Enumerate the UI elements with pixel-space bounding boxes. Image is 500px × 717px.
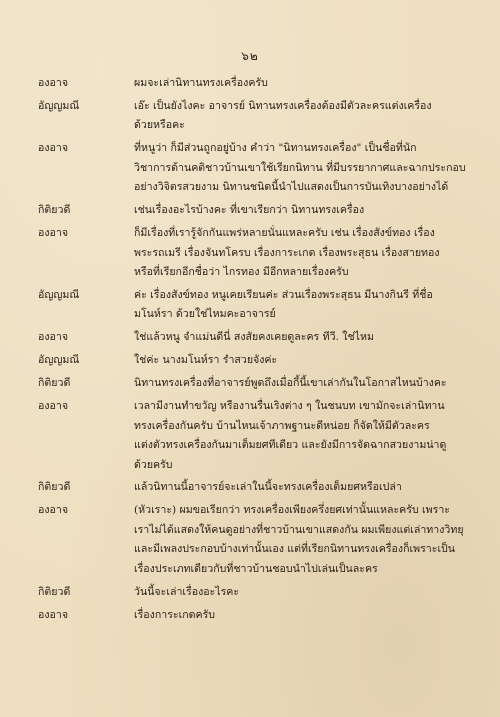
dialogue-row — [30, 478, 478, 498]
speaker-name: อัญญมณี — [38, 354, 80, 367]
dialogue-row — [30, 606, 478, 626]
dialogue-text: วันนี้จะเล่าเรื่องอะไรคะ — [134, 585, 240, 598]
page-number: ๖๒ — [241, 49, 259, 63]
dialogue-row — [30, 374, 478, 394]
speaker-name: องอาจ — [38, 504, 69, 517]
speaker-name: กิติยวดี — [38, 585, 71, 598]
speaker-name: องอาจ — [38, 331, 69, 344]
speaker-name: อัญญมณี — [38, 288, 80, 301]
speaker-name: กิติยวดี — [38, 377, 71, 390]
dialogue-list — [30, 74, 478, 625]
dialogue-row — [30, 224, 478, 283]
dialogue-text: ก็มีเรื่องที่เรารู้จักกันแพร่หลายนั่นแหละครับ เช่น เรื่องสังข์ทอง เรื่อง พระรถเมรี เรื่องจันทโครบ เรื่องการะเกด เรื่องพระสุธน เรื่องสายทอง หรือที่เรียกอีกชื่อว่า ไกรทอง มีอีกหลายเรื่องครับ — [134, 227, 440, 279]
dialogue-text: (หัวเราะ) ผมขอเรียกว่า ทรงเครื่องเพียงครึ่งยศเท่านั้นแหละครับ เพราะ เราไม่ได้แสดงให้คนดูอย่างที่ชาวบ้านเขาแสดงกัน ผมเพียงแต่เล่าทางวิทยุ และมีเพลงประกอบบ้างเท่านั้นเอง แต่ที่เรียกนิทานทรงเครื่องก็เพราะเป็น เรื่องประเภทเดียวกับที่ชาวบ้านชอบนำไปเล่นเป็นละคร — [134, 504, 464, 575]
speaker-name: กิติยวดี — [38, 481, 71, 494]
speaker-name: องอาจ — [38, 400, 69, 413]
speaker-name: องอาจ — [38, 77, 69, 89]
dialogue-text: ค่ะ เรื่องสังข์ทอง หนูเคยเรียนค่ะ ส่วนเรื่องพระสุธน มีนางกินรี ที่ชื่อ มโนห์รา ด้วยใช่ไหมคะอาจารย์ — [134, 288, 433, 321]
dialogue-text: เอ๊ะ เป็นยังไงคะ อาจารย์ นิทานทรงเครื่องต้องมีตัวละครแต่งเครื่อง ด้วยหรือคะ — [134, 99, 432, 132]
dialogue-row — [30, 97, 478, 136]
dialogue-row — [30, 139, 478, 198]
dialogue-text: ที่หนูว่า ก็มีส่วนถูกอยู่บ้าง คำว่า "นิทานทรงเครื่อง" เป็นชื่อที่นัก วิชาการด้านคติชาวบ้านเขาใช้เรียกนิทาน ที่มีบรรยากาศและฉากประกอบ อย่างวิจิตรสวยงาม นิทานชนิดนี้นำไปแสดงเป็นการบันเทิงบางอย่างได้ — [134, 142, 466, 194]
dialogue-row — [30, 328, 478, 348]
dialogue-text: ผมจะเล่านิทานทรงเครื่องครับ — [134, 77, 268, 89]
dialogue-row — [30, 501, 478, 579]
dialogue-text: เรื่องการะเกดครับ — [134, 608, 216, 621]
dialogue-text: แล้วนิทานนี้อาจารย์จะเล่าในนี้จะทรงเครื่องเต็มยศหรือเปล่า — [134, 481, 402, 494]
speaker-name: องอาจ — [38, 608, 69, 621]
dialogue-row — [30, 201, 478, 221]
dialogue-row — [30, 583, 478, 603]
dialogue-text: ใช่แล้วหนู จำแม่นดีนี่ สงสัยคงเคยดูละคร ทีวี. ใช่ไหม — [134, 331, 374, 344]
dialogue-text: นิทานทรงเครื่องที่อาจารย์พูดถึงเมื่อกี้นี้เขาเล่ากันในโอกาสไหนบ้างคะ — [134, 377, 447, 390]
speaker-name: อัญญมณี — [38, 99, 80, 112]
dialogue-text: เช่นเรื่องอะไรบ้างคะ ที่เขาเรียกว่า นิทานทรงเครื่อง — [134, 204, 365, 217]
dialogue-row — [30, 397, 478, 475]
speaker-name: องอาจ — [38, 227, 69, 240]
dialogue-text: เวลามีงานทำขวัญ หรืองานรื่นเริงต่าง ๆ ในชนบท เขามักจะเล่านิทาน ทรงเครื่องกันครับ บ้านไหนเจ้าภาพฐานะดีหน่อย ก็จัดให้มีตัวละคร แต่งตัวทรงเครื่องกันมาเต็มยศทีเดียว และยังมีการจัดฉากสวยงามน่าดู ด้วยครับ — [134, 400, 447, 471]
dialogue-text: ใช่ค่ะ นางมโนห์รา รำสวยจังค่ะ — [134, 354, 278, 367]
dialogue-row — [30, 74, 478, 94]
dialogue-row — [30, 286, 478, 325]
dialogue-row — [30, 351, 478, 371]
speaker-name: องอาจ — [38, 142, 69, 155]
speaker-name: กิติยวดี — [38, 204, 71, 217]
